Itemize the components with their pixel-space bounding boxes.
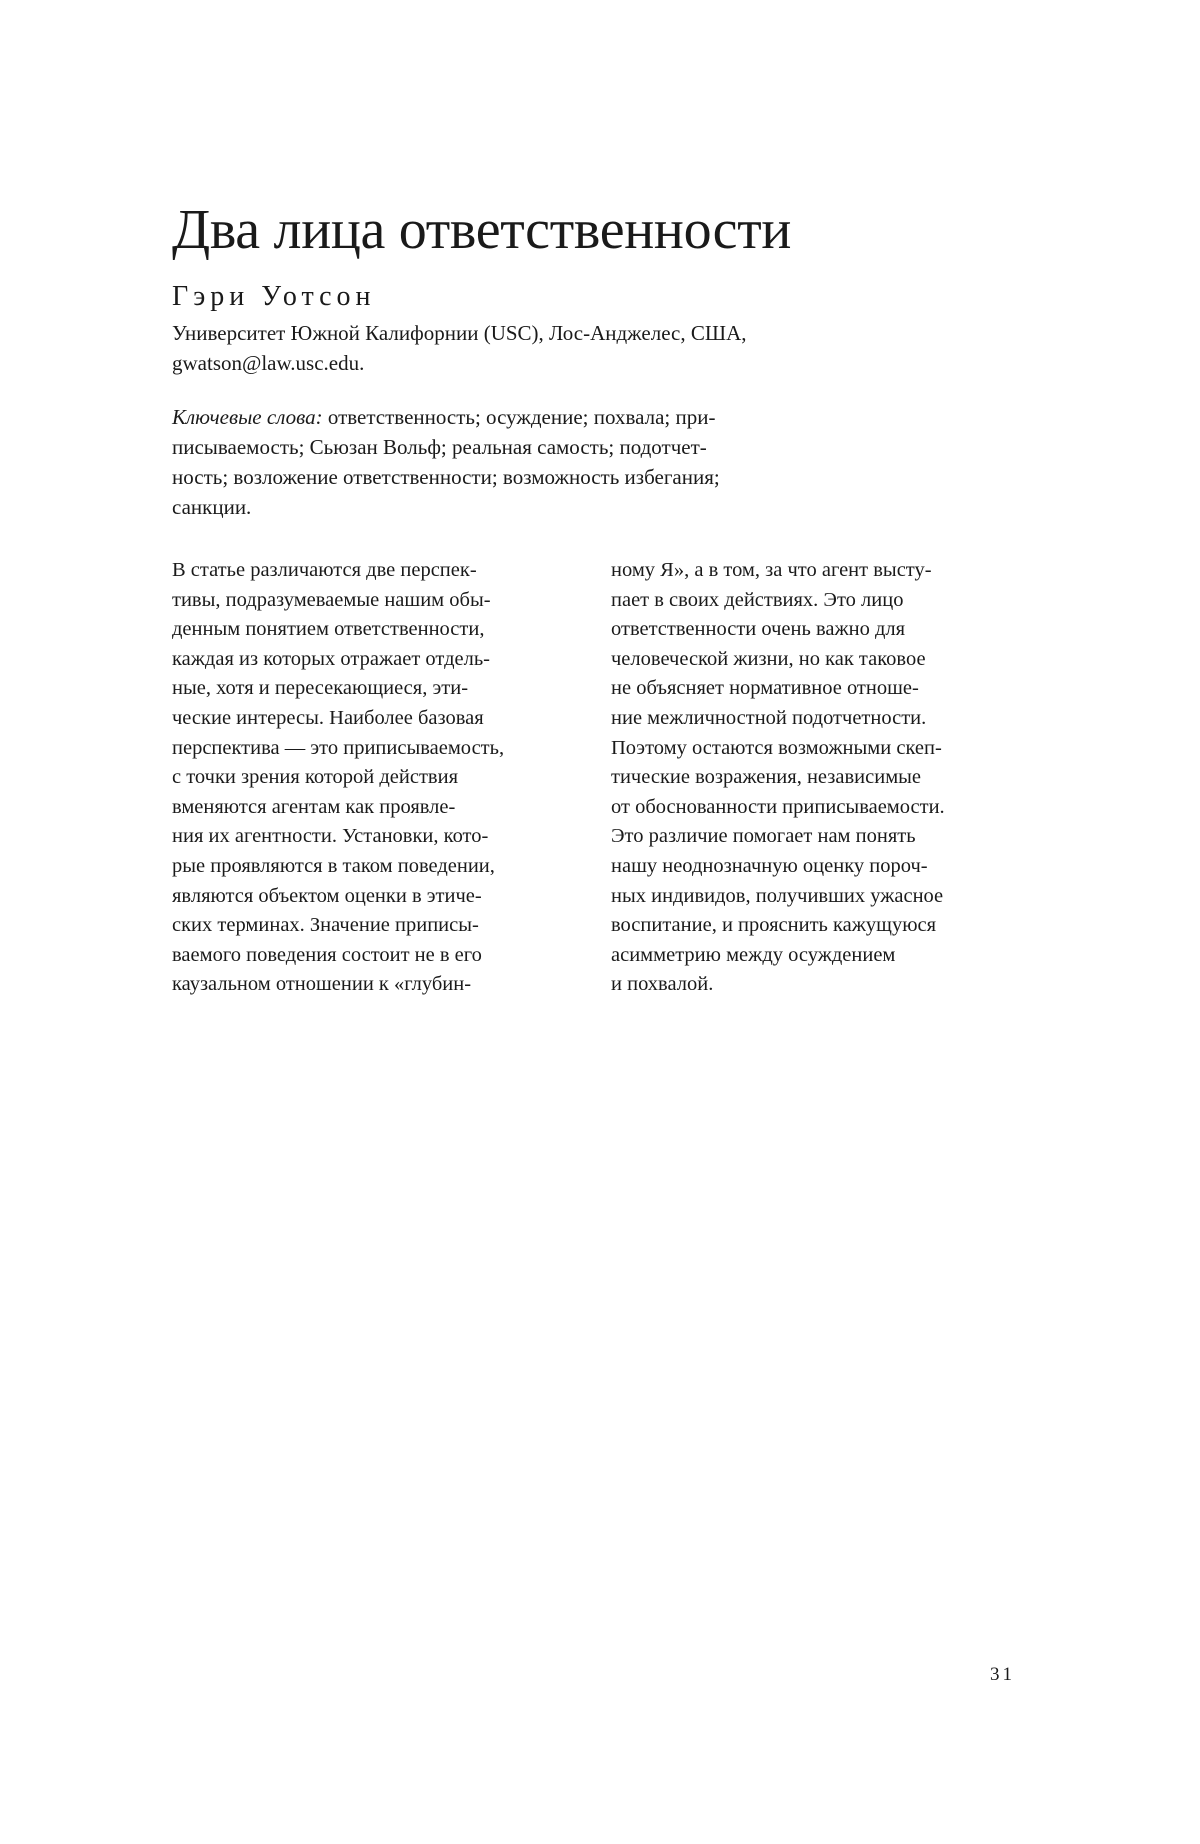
abstract-line: от обоснованности приписываемости. <box>611 795 945 818</box>
abstract-line: пает в своих действиях. Это лицо <box>611 588 904 611</box>
keywords-line <box>172 402 892 432</box>
abstract-line: ответственности очень важно для <box>611 618 906 641</box>
abstract-line: ные, хотя и пересекающиеся, эти- <box>172 677 469 700</box>
keywords-text: ответственность; осуждение; похвала; при- <box>322 405 716 429</box>
abstract-line: ному Я», а в том, за что агент высту- <box>611 559 932 581</box>
article-title: Два лица ответственности <box>172 199 792 261</box>
keywords-block <box>172 402 892 522</box>
keywords-line: писываемость; Сьюзан Вольф; реальная самость; подотчет- <box>172 435 707 459</box>
author-affiliation <box>172 318 872 378</box>
abstract-line: ных индивидов, получивших ужасное <box>611 884 944 907</box>
abstract-left-column <box>172 556 582 1000</box>
abstract-line: тические возражения, независимые <box>611 766 922 789</box>
abstract-line: человеческой жизни, но как таковое <box>611 647 926 670</box>
keywords-line: ность; возложение ответственности; возможность избегания; <box>172 465 720 489</box>
affiliation-email: gwatson@law.usc.edu. <box>172 351 365 375</box>
abstract-line: ских терминах. Значение приписы- <box>172 914 479 937</box>
abstract-right-column <box>611 556 1021 1000</box>
affiliation-line: Университет Южной Калифорнии (USC), Лос-Анджелес, США, <box>172 321 747 345</box>
abstract-line: тивы, подразумеваемые нашим обы- <box>172 588 491 611</box>
abstract-line: каузальном отношении к «глубин- <box>172 973 472 996</box>
author-name: Гэри Уотсон <box>172 281 376 312</box>
keywords-line: санкции. <box>172 495 252 519</box>
page-number: 31 <box>990 1664 1015 1685</box>
abstract-line: ческие интересы. Наиболее базовая <box>172 706 484 729</box>
abstract-line: Это различие помогает нам понять <box>611 825 916 848</box>
abstract-line: с точки зрения которой действия <box>172 766 459 789</box>
abstract-line: вменяются агентам как проявле- <box>172 795 456 818</box>
abstract-line: каждая из которых отражает отдель- <box>172 647 491 670</box>
abstract-line: ния их агентности. Установки, кото- <box>172 825 489 848</box>
abstract-line: воспитание, и прояснить кажущуюся <box>611 914 937 937</box>
abstract-line: перспектива — это приписываемость, <box>172 736 505 759</box>
abstract-line: и похвалой. <box>611 973 714 996</box>
abstract-line: ваемого поведения состоит не в его <box>172 943 482 966</box>
abstract-line: ние межличностной подотчетности. <box>611 706 927 729</box>
abstract-line: В статье различаются две перспек- <box>172 559 477 581</box>
abstract-line: являются объектом оценки в этиче- <box>172 884 482 907</box>
abstract-line: Поэтому остаются возможными скеп- <box>611 736 942 759</box>
abstract-line: асимметрию между осуждением <box>611 943 896 966</box>
abstract-line: денным понятием ответственности, <box>172 618 485 641</box>
abstract-line: рые проявляются в таком поведении, <box>172 854 495 877</box>
abstract-line: не объясняет нормативное отноше- <box>611 677 919 700</box>
abstract-line: нашу неоднозначную оценку пороч- <box>611 854 928 877</box>
keywords-label: Ключевые слова: <box>172 405 323 429</box>
